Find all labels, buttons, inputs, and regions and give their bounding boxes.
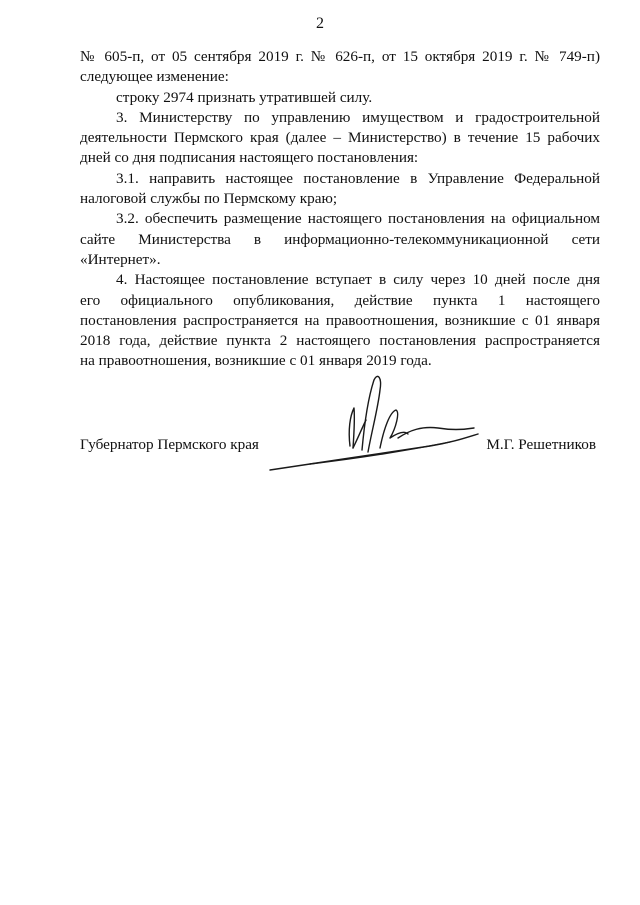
text-line: на правоотношения, возникшие с 01 января 2019 года. — [80, 352, 432, 370]
signatory-name: М.Г. Решетников — [486, 436, 596, 453]
text-line: его официального опубликования, действие пункта 1 настоящего — [80, 291, 600, 309]
text-line: 3.1. направить настоящее постановление в Управление Федеральной — [116, 169, 600, 187]
text-line: 3. Министерству по управлению имуществом и градостроительной — [116, 108, 600, 126]
text-line: постановления распространяется на правоотношения, возникшие с 01 января — [80, 311, 600, 329]
page-number: 2 — [316, 15, 324, 32]
handwritten-signature — [250, 368, 490, 478]
text-line: «Интернет». — [80, 250, 161, 268]
text-line: сайте Министерства в информационно-телекоммуникационной сети — [80, 230, 600, 248]
text-line: следующее изменение: — [80, 68, 229, 86]
text-line: 2018 года, действие пункта 2 настоящего постановления распространяется — [80, 332, 600, 350]
signature-block — [80, 436, 600, 460]
text-line: деятельности Пермского края (далее – Министерство) в течение 15 рабочих — [80, 129, 600, 147]
text-line: 3.2. обеспечить размещение настоящего постановления на официальном — [116, 210, 600, 228]
text-line: 4. Настоящее постановление вступает в силу через 10 дней после дня — [116, 271, 600, 289]
text-line: строку 2974 признать утратившей силу. — [116, 88, 373, 106]
text-line: налоговой службы по Пермскому краю; — [80, 190, 338, 208]
text-line: дней со дня подписания настоящего постановления: — [80, 149, 419, 167]
text-line: № 605-п, от 05 сентября 2019 г. № 626-п, от 15 октября 2019 г. № 749-п) — [80, 48, 600, 65]
document-body — [80, 47, 600, 372]
signatory-position: Губернатор Пермского края — [80, 436, 259, 453]
